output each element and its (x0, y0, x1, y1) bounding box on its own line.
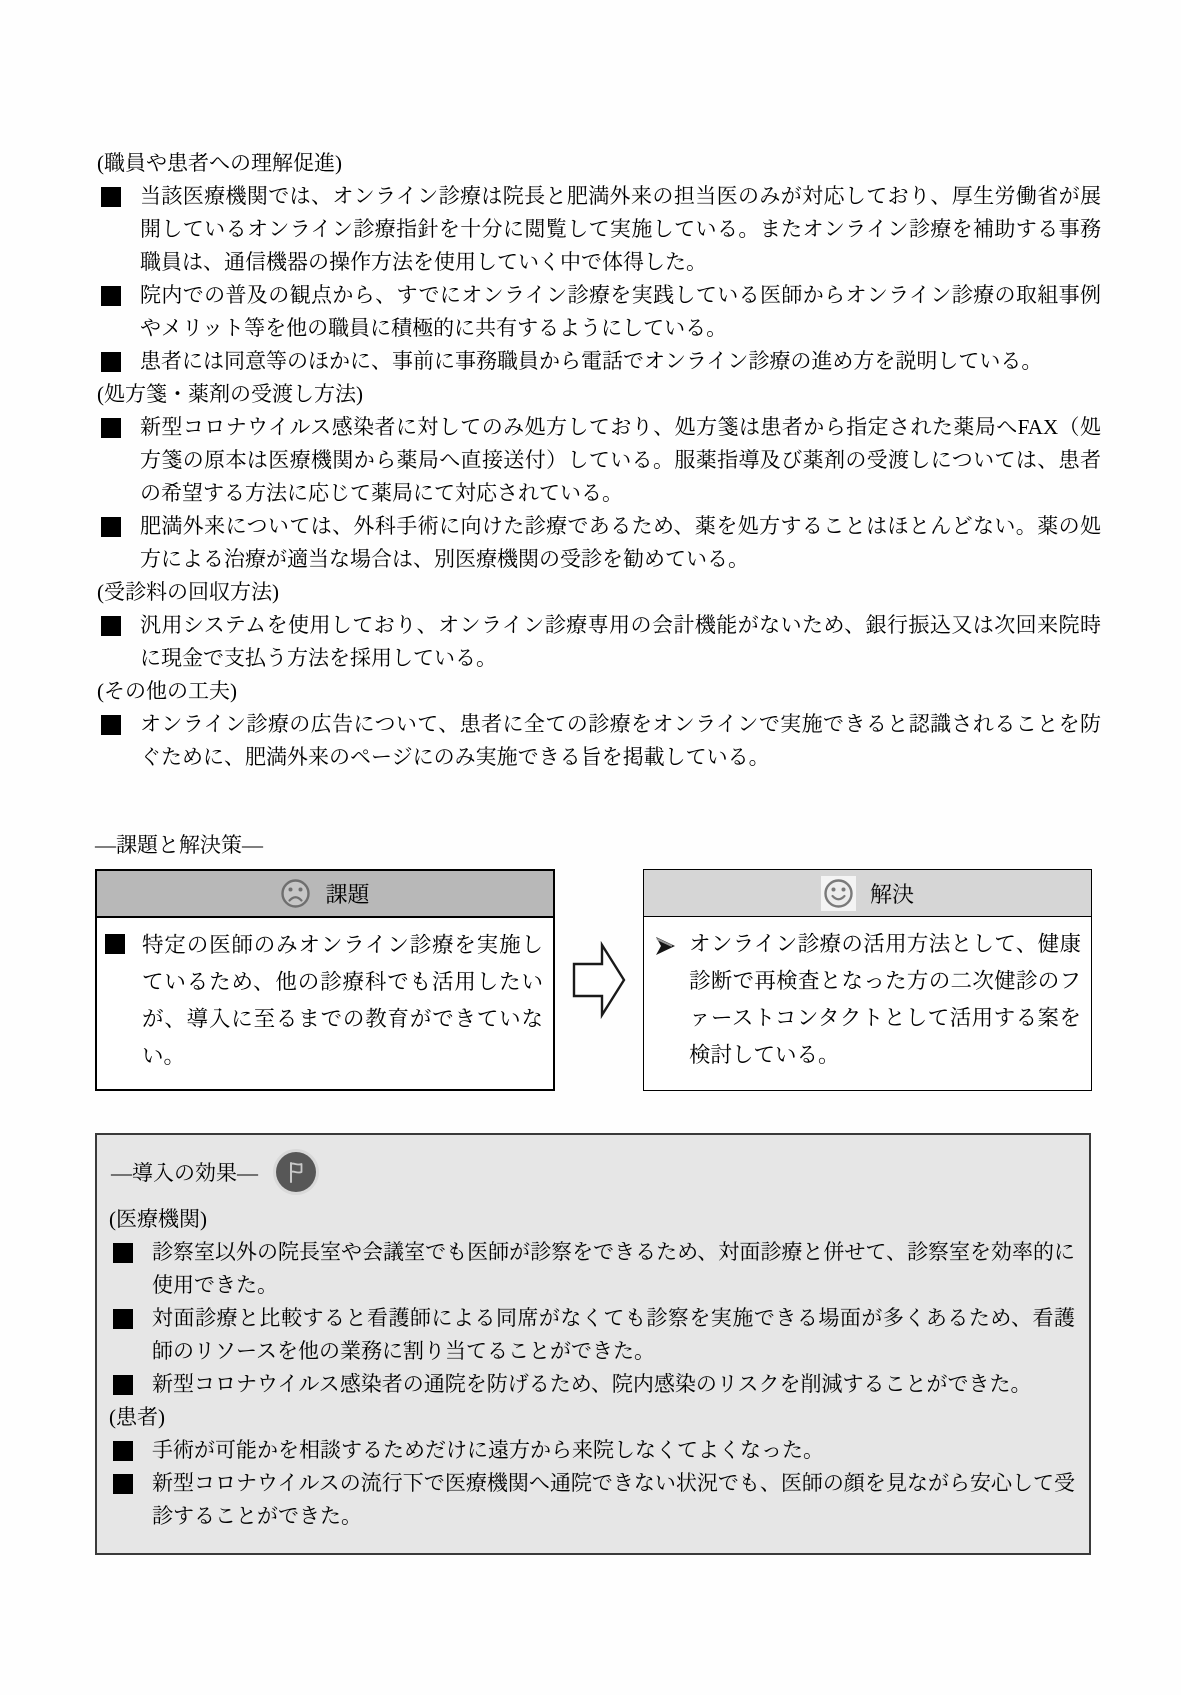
list-item-text: 肥満外来については、外科手術に向けた診療であるため、薬を処方することはほとんどない。薬の処方による治療が適当な場合は、別医療機関の受診を勧めている。 (140, 514, 1101, 571)
bullet-square-icon (101, 286, 121, 306)
list-item-text: 院内での普及の観点から、すでにオンライン診療を実践している医師からオンライン診療の取組事例やメリット等を他の職員に積極的に共有するようにしている。 (140, 283, 1101, 340)
effects-heading: ―導入の効果― (111, 1161, 258, 1185)
list-item (95, 411, 1101, 510)
effects-label (107, 1203, 1075, 1236)
section-label-text: (受診料の回収方法) (97, 580, 279, 604)
bullet-square-icon (113, 1309, 133, 1329)
bullet-square-icon (101, 187, 121, 207)
solution-box-title: 解決 (869, 881, 914, 907)
effects-label-text: (患者) (109, 1405, 165, 1429)
arrowhead-bullet-icon (653, 934, 677, 958)
solution-text: オンライン診療の活用方法として、健康診断で再検査となった方の二次健診のファーストコンタクトとして活用する案を検討している。 (689, 932, 1081, 1067)
bullet-square-icon (113, 1243, 133, 1263)
section-label (95, 147, 1101, 180)
bullet-square-icon (113, 1474, 133, 1494)
bullet-square-icon (101, 352, 121, 372)
smiley-face-icon-frame (821, 876, 856, 911)
overview-section (95, 147, 1101, 774)
list-item-text: 当該医療機関では、オンライン診療は院長と肥満外来の担当医のみが対応しており、厚生労働省が展開しているオンライン診療指針を十分に閲覧して実施している。またオンライン診療を補助する事務職員は、通信機器の操作方法を使用していく中で体得した。 (140, 184, 1101, 274)
bullet-square-icon (105, 934, 125, 954)
issue-box-title: 課題 (325, 882, 370, 907)
bullet-square-icon (101, 517, 121, 537)
list-item-text: 患者には同意等のほかに、事前に事務職員から電話でオンライン診療の進め方を説明している。 (140, 349, 1043, 373)
solution-box (643, 869, 1092, 1091)
section-label-text: (職員や患者への理解促進) (97, 151, 342, 175)
list-item (95, 510, 1101, 576)
list-item (95, 279, 1101, 345)
bullet-square-icon (101, 418, 121, 438)
solution-box-header (644, 870, 1091, 917)
issue-text: 特定の医師のみオンライン診療を実施しているため、他の診療科でも活用したいが、導入に至るまでの教育ができていない。 (142, 933, 543, 1068)
issue-box-body (97, 918, 553, 1089)
list-item (95, 609, 1101, 675)
effects-item (107, 1368, 1075, 1401)
effects-item (107, 1467, 1075, 1533)
bullet-square-icon (113, 1375, 133, 1395)
issues-heading: ―課題と解決策― (95, 833, 263, 857)
effects-item (107, 1302, 1075, 1368)
right-block-arrow-icon (571, 941, 627, 1019)
section-label (95, 576, 1101, 609)
list-item (95, 345, 1101, 378)
effects-item-text: 新型コロナウイルスの流行下で医療機関へ通院できない状況でも、医師の顔を見ながら安心して受診することができた。 (152, 1471, 1075, 1528)
bullet-square-icon (101, 616, 121, 636)
effects-item (107, 1236, 1075, 1302)
section-label-text: (処方箋・薬剤の受渡し方法) (97, 382, 363, 406)
effects-box (95, 1133, 1091, 1555)
effects-label (107, 1401, 1075, 1434)
arrow-gap (555, 869, 643, 1091)
section-label (95, 675, 1101, 708)
sad-face-icon (280, 878, 311, 909)
flag-icon (276, 1152, 316, 1192)
effects-item-text: 手術が可能かを相談するためだけに遠方から来院しなくてよくなった。 (152, 1438, 824, 1462)
effects-heading-row (107, 1147, 1075, 1197)
flag-glyph (283, 1159, 309, 1185)
issues-solutions-row (95, 869, 1101, 1091)
effects-label-text: (医療機関) (109, 1207, 207, 1231)
effects-item (107, 1434, 1075, 1467)
bullet-square-icon (113, 1441, 133, 1461)
list-item (95, 708, 1101, 774)
issue-box-header (97, 871, 553, 918)
issue-box (95, 869, 555, 1091)
effects-item-text: 診察室以外の院長室や会議室でも医師が診察をできるため、対面診療と併せて、診察室を効率的に使用できた。 (152, 1240, 1075, 1297)
list-item-text: 汎用システムを使用しており、オンライン診療専用の会計機能がないため、銀行振込又は次回来院時に現金で支払う方法を採用している。 (140, 613, 1101, 670)
section-label-text: (その他の工夫) (97, 679, 237, 703)
list-item-text: 新型コロナウイルス感染者に対してのみ処方しており、処方箋は患者から指定された薬局へFAX（処方箋の原本は医療機関から薬局へ直接送付）している。服薬指導及び薬剤の受渡しについては、患者の希望する方法に応じて薬局にて対応されている。 (140, 415, 1101, 505)
list-item-text: オンライン診療の広告について、患者に全ての診療をオンラインで実施できると認識されることを防ぐために、肥満外来のページにのみ実施できる旨を掲載している。 (140, 712, 1101, 769)
page-content (95, 147, 1101, 1555)
smiley-face-icon (823, 878, 854, 909)
section-label (95, 378, 1101, 411)
bullet-square-icon (101, 715, 121, 735)
effects-item-text: 対面診療と比較すると看護師による同席がなくても診察を実施できる場面が多くあるため、看護師のリソースを他の業務に割り当てることができた。 (152, 1306, 1075, 1363)
solution-box-body (644, 917, 1091, 1088)
list-item (95, 180, 1101, 279)
effects-item-text: 新型コロナウイルス感染者の通院を防げるため、院内感染のリスクを削減することができた。 (152, 1372, 1032, 1396)
